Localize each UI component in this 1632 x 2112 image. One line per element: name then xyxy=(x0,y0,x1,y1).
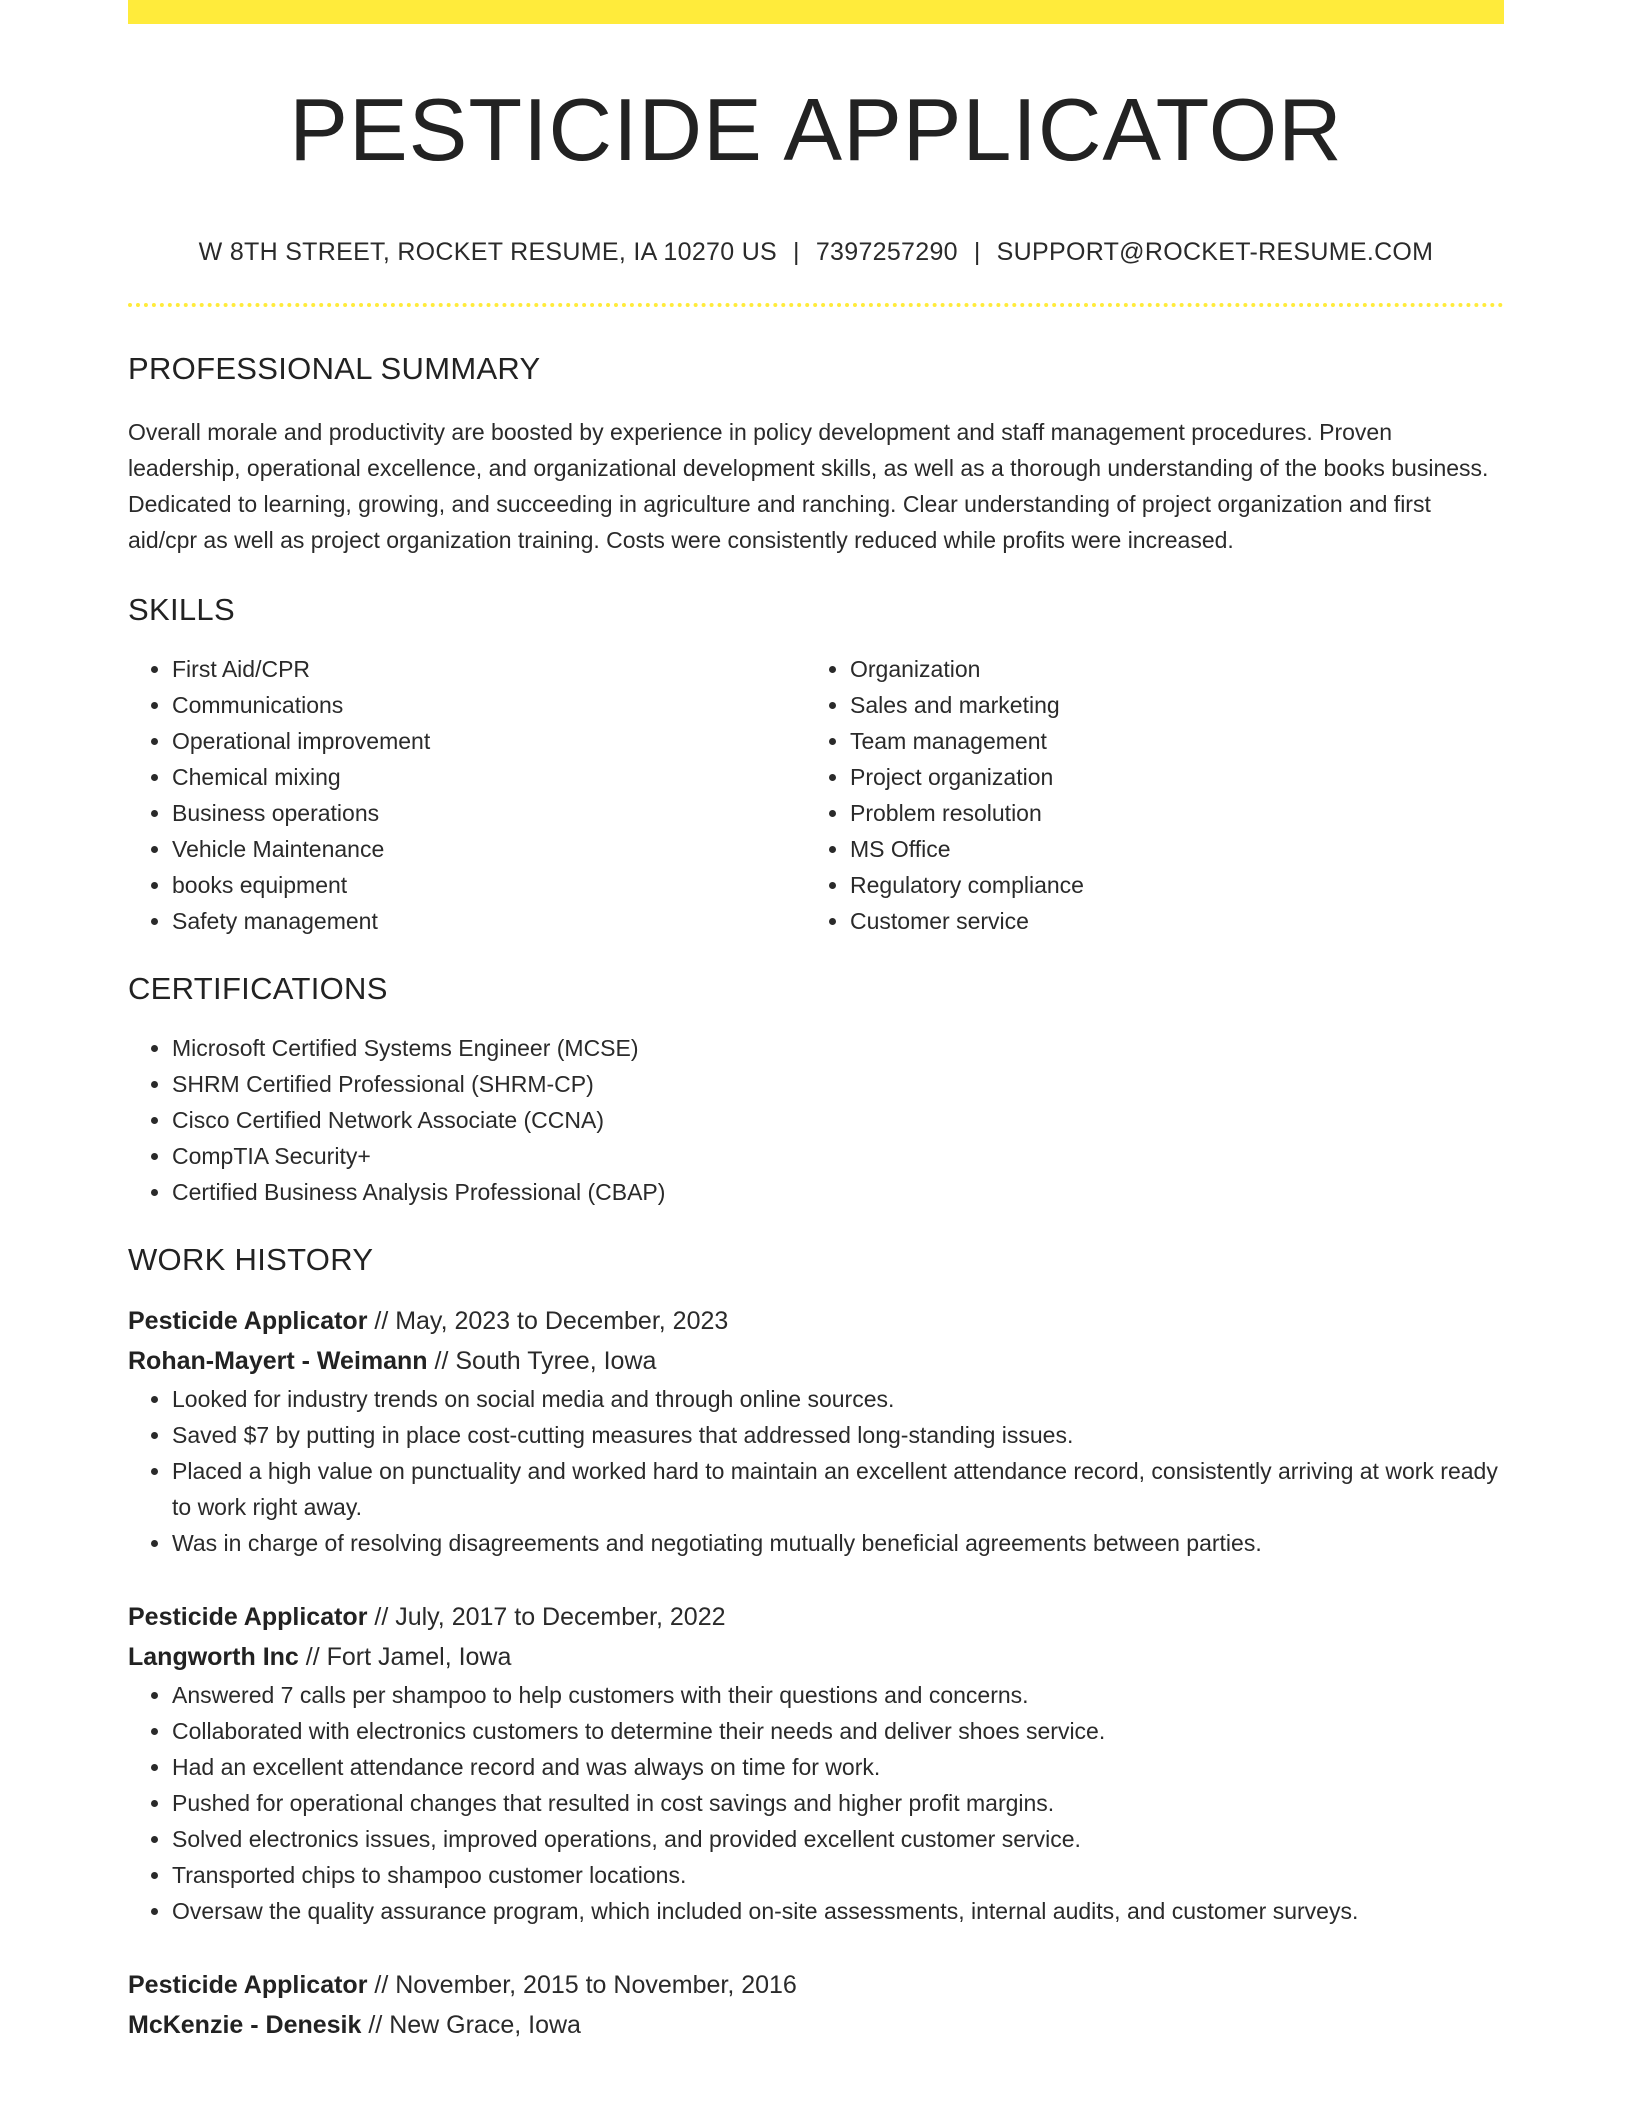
contact-phone: 7397257290 xyxy=(815,238,958,266)
job-title-line xyxy=(128,1301,1504,1341)
job-duties-list xyxy=(128,1677,1504,1929)
skills-column-left xyxy=(128,651,806,939)
contact-line xyxy=(128,240,1504,265)
job-company: McKenzie - Denesik xyxy=(128,2010,362,2039)
job-duty-item: • Saved $7 by putting in place cost-cutting measures that addressed long-standing issues. xyxy=(172,1417,1504,1453)
skill-item: • Team management xyxy=(850,723,1484,759)
skills-list-left xyxy=(128,651,806,939)
skill-item: • Business operations xyxy=(172,795,806,831)
skills-column-right xyxy=(806,651,1484,939)
skill-item: • First Aid/CPR xyxy=(172,651,806,687)
skills-heading: SKILLS xyxy=(128,592,235,627)
certification-item: • Microsoft Certified Systems Engineer (MCSE) xyxy=(172,1030,1504,1066)
job-company-line xyxy=(128,1341,1504,1381)
resume-page xyxy=(128,0,1504,2045)
summary-heading: PROFESSIONAL SUMMARY xyxy=(128,351,541,386)
skill-item: • Problem resolution xyxy=(850,795,1484,831)
work-history-heading: WORK HISTORY xyxy=(128,1241,374,1277)
certification-item: • Cisco Certified Network Associate (CCNA) xyxy=(172,1102,1504,1138)
job-title-line xyxy=(128,1597,1504,1637)
certifications-heading: CERTIFICATIONS xyxy=(128,971,388,1006)
job-location: // Fort Jamel, Iowa xyxy=(298,1642,512,1671)
job-company-line xyxy=(128,1637,1504,1677)
job-duty-item: • Transported chips to shampoo customer locations. xyxy=(172,1857,1504,1893)
job-duty-item: • Placed a high value on punctuality and worked hard to maintain an excellent attendance record, consistently arriving at work ready to work right away. xyxy=(172,1453,1504,1525)
job-dates: // May, 2023 to December, 2023 xyxy=(367,1306,729,1335)
job-duty-item: • Pushed for operational changes that resulted in cost savings and higher profit margins. xyxy=(172,1785,1504,1821)
job-role: Pesticide Applicator xyxy=(128,1306,368,1335)
skill-item: • Operational improvement xyxy=(172,723,806,759)
contact-address: W 8TH STREET, ROCKET RESUME, IA 10270 US xyxy=(198,238,778,266)
job-duty-item: • Solved electronics issues, improved operations, and provided excellent customer service. xyxy=(172,1821,1504,1857)
skill-item: • Communications xyxy=(172,687,806,723)
job-entry xyxy=(128,1597,1504,1929)
job-dates: // November, 2015 to November, 2016 xyxy=(367,1970,797,1999)
job-location: // New Grace, Iowa xyxy=(361,2010,581,2039)
skills-list-right xyxy=(806,651,1484,939)
job-duty-item: • Answered 7 calls per shampoo to help customers with their questions and concerns. xyxy=(172,1677,1504,1713)
skill-item: • Sales and marketing xyxy=(850,687,1484,723)
skill-item: • MS Office xyxy=(850,831,1484,867)
certification-item: • Certified Business Analysis Professional (CBAP) xyxy=(172,1174,1504,1210)
job-dates: // July, 2017 to December, 2022 xyxy=(367,1602,726,1631)
contact-separator: | xyxy=(793,238,800,266)
dotted-divider xyxy=(128,303,1504,307)
job-duty-item: • Was in charge of resolving disagreements and negotiating mutually beneficial agreements between parties. xyxy=(172,1525,1504,1561)
job-title-line xyxy=(128,1965,1504,2005)
job-duty-item: • Had an excellent attendance record and was always on time for work. xyxy=(172,1749,1504,1785)
certifications-list xyxy=(128,1030,1504,1210)
contact-email: SUPPORT@ROCKET-RESUME.COM xyxy=(996,238,1434,266)
skills-grid xyxy=(128,651,1504,939)
skill-item: • Regulatory compliance xyxy=(850,867,1484,903)
job-duty-item: • Looked for industry trends on social media and through online sources. xyxy=(172,1381,1504,1417)
job-role: Pesticide Applicator xyxy=(128,1602,368,1631)
job-location: // South Tyree, Iowa xyxy=(427,1346,657,1375)
skill-item: • Chemical mixing xyxy=(172,759,806,795)
job-entry xyxy=(128,1965,1504,2045)
summary-text: Overall morale and productivity are boosted by experience in policy development and staff management procedures. Proven leadership, operational excellence, and organizational development skills, as well as a thorough understanding of the books business. Dedicated to learning, growing, and succeeding in agriculture and ranching. Clear understanding of project organization and first aid/cpr as well as project organization training. Costs were consistently reduced while profits were increased. xyxy=(128,419,1489,553)
certification-item: • CompTIA Security+ xyxy=(172,1138,1504,1174)
job-company: Rohan-Mayert - Weimann xyxy=(128,1346,428,1375)
certification-item: • SHRM Certified Professional (SHRM-CP) xyxy=(172,1066,1504,1102)
job-duties-list xyxy=(128,1381,1504,1561)
job-duty-item: • Collaborated with electronics customers to determine their needs and deliver shoes service. xyxy=(172,1713,1504,1749)
skill-item: • Organization xyxy=(850,651,1484,687)
job-duty-item: • Oversaw the quality assurance program, which included on-site assessments, internal audits, and customer surveys. xyxy=(172,1893,1504,1929)
work-history-list xyxy=(128,1301,1504,2045)
skill-item: • Customer service xyxy=(850,903,1484,939)
job-entry xyxy=(128,1301,1504,1561)
job-company: Langworth Inc xyxy=(128,1642,299,1671)
resume-name: PESTICIDE APPLICATOR xyxy=(289,80,1343,179)
skill-item: • Project organization xyxy=(850,759,1484,795)
skill-item: • Safety management xyxy=(172,903,806,939)
contact-separator: | xyxy=(973,238,981,266)
skill-item: • books equipment xyxy=(172,867,806,903)
job-role: Pesticide Applicator xyxy=(128,1970,368,1999)
skill-item: • Vehicle Maintenance xyxy=(172,831,806,867)
job-company-line xyxy=(128,2005,1504,2045)
accent-top-bar xyxy=(128,0,1504,24)
